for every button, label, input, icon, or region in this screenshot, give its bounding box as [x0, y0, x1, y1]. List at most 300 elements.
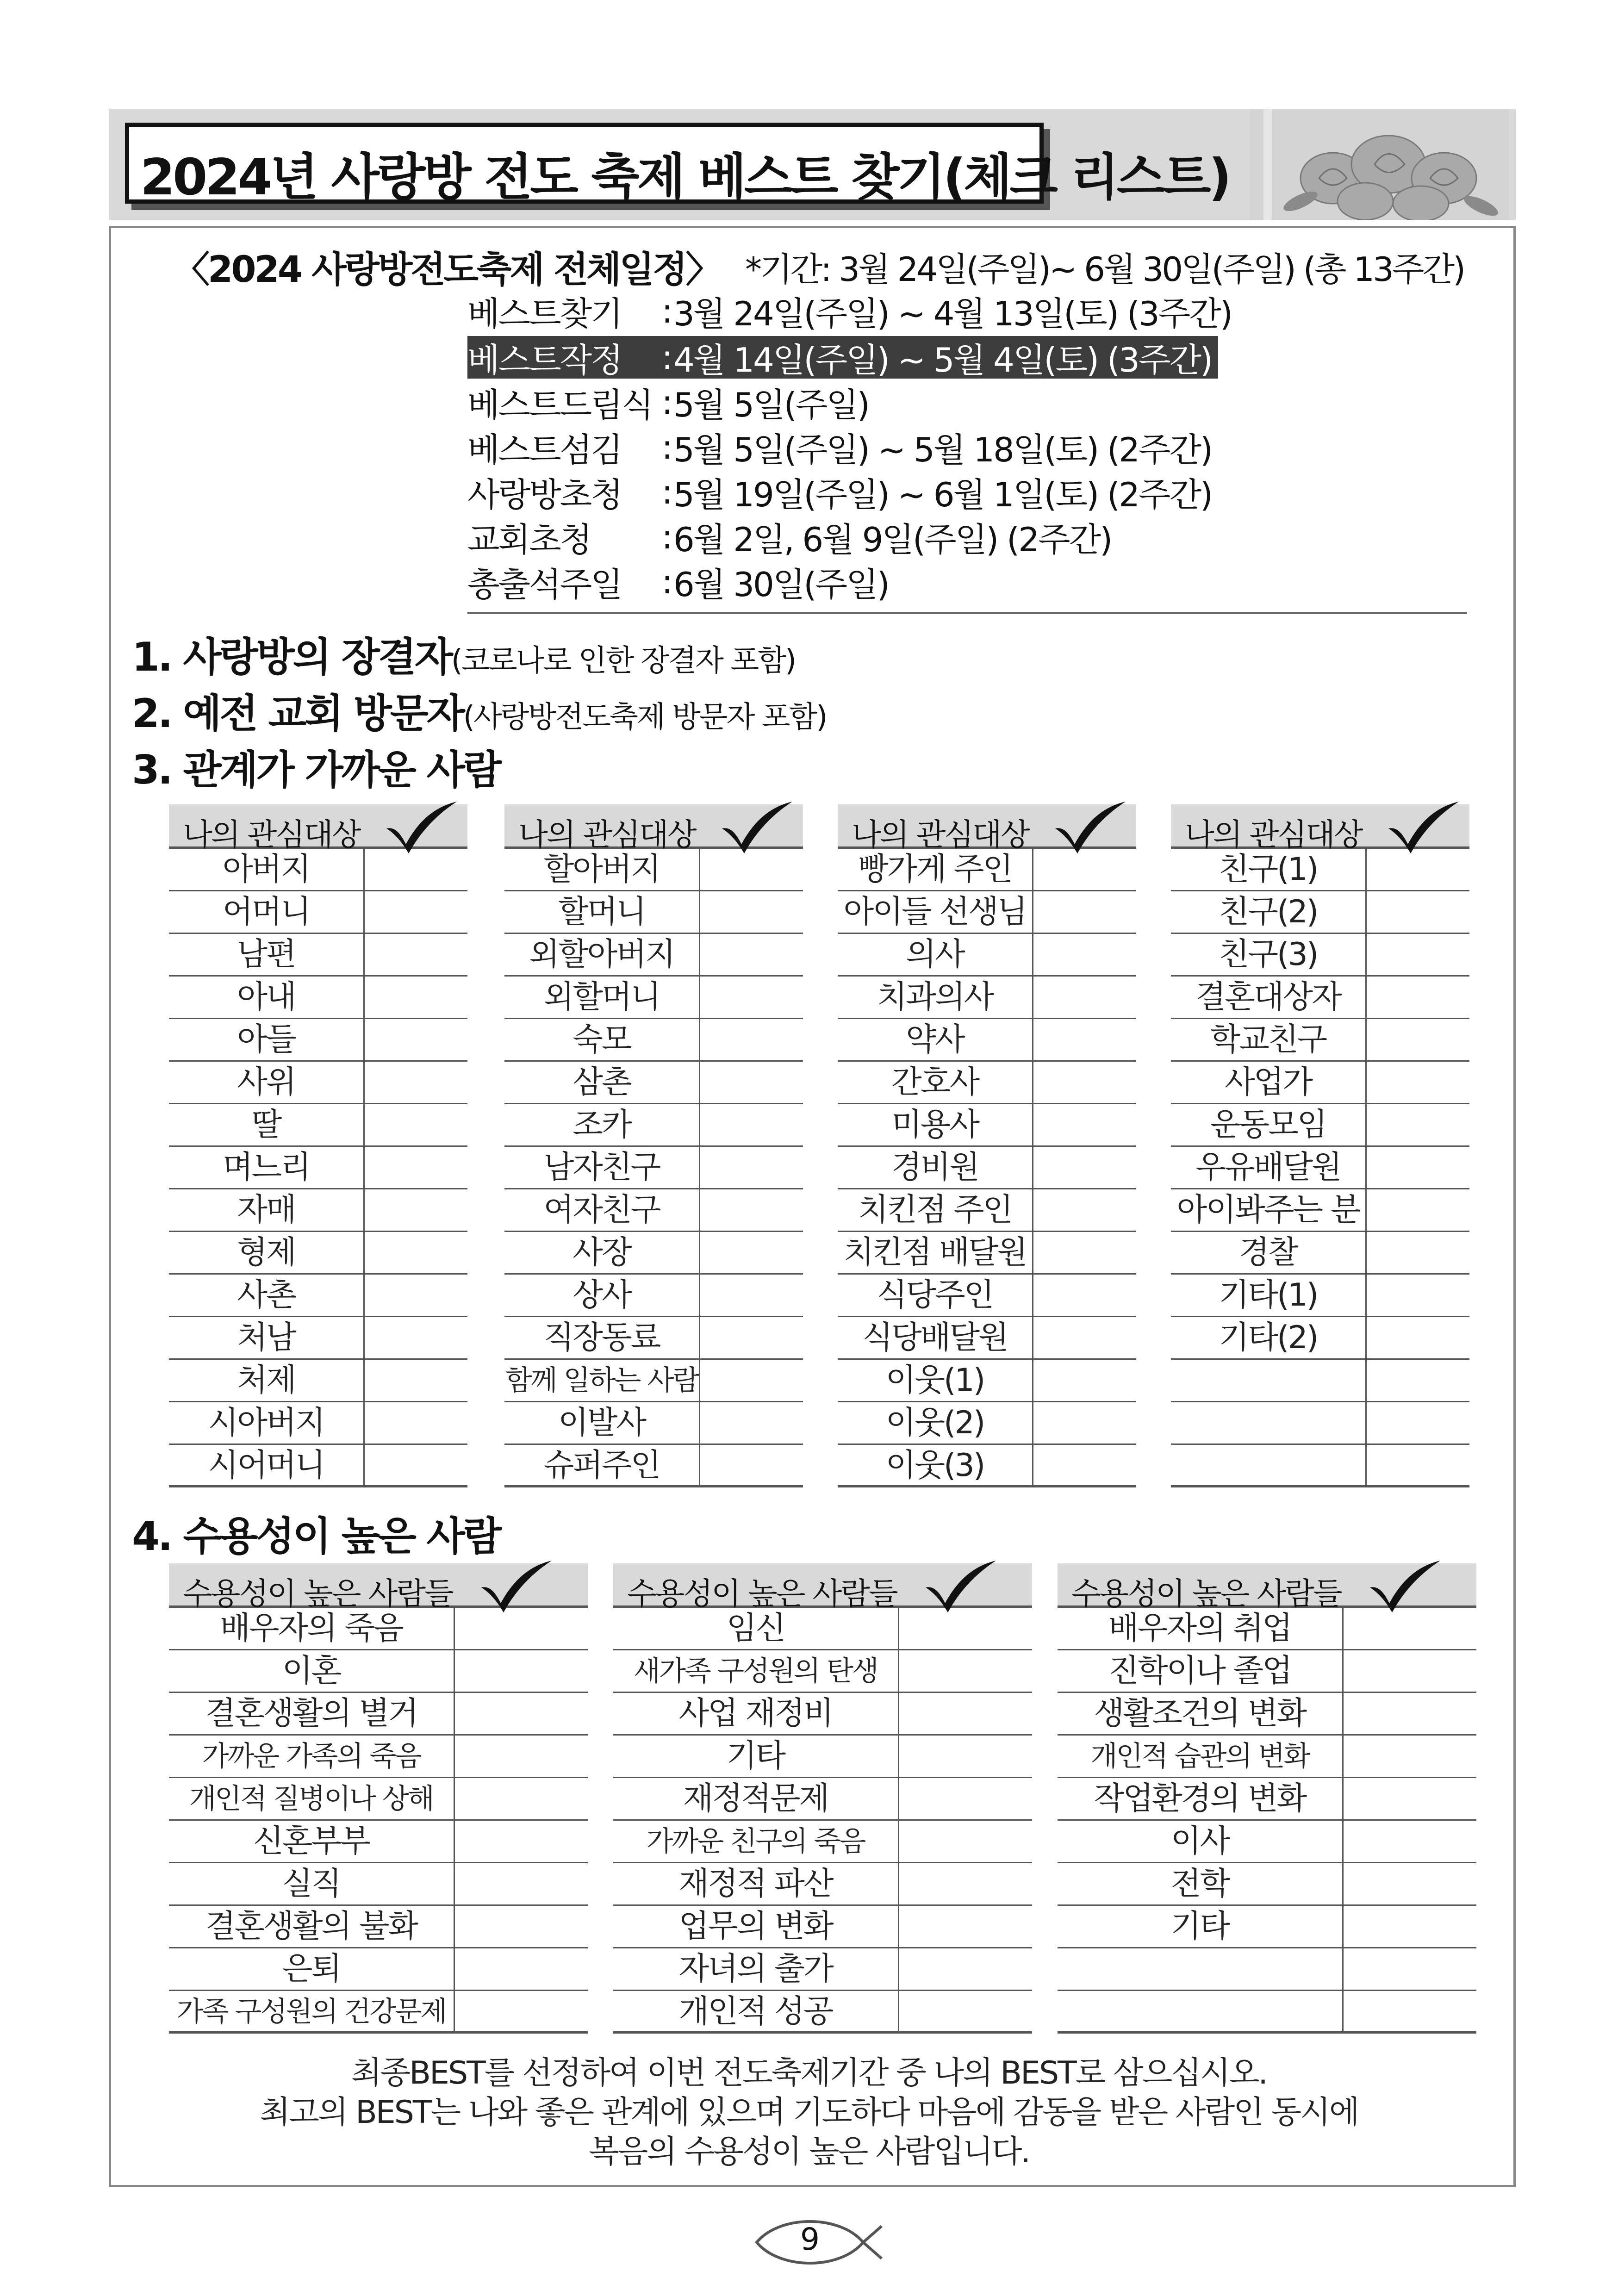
- check-cell[interactable]: [1033, 1019, 1136, 1060]
- check-cell[interactable]: [700, 1232, 803, 1273]
- schedule-value: 4월 14일(주일) ~ 5월 4일(토) (3주간): [673, 341, 1212, 380]
- table-row: [1171, 1147, 1469, 1189]
- check-cell[interactable]: [899, 1778, 1032, 1819]
- table-row: [613, 1821, 1032, 1863]
- table-row: [169, 934, 467, 977]
- schedule-value: 6월 30일(주일): [673, 565, 889, 604]
- table-cell-label: 직장동료: [543, 1319, 660, 1356]
- footer-line-1: 최종BEST를 선정하여 이번 전도축제기간 중 나의 BEST로 삼으십시오.: [351, 2055, 1267, 2091]
- table-cell-label: 할아버지: [543, 851, 660, 888]
- check-cell[interactable]: [1033, 1360, 1136, 1401]
- check-cell[interactable]: [1344, 1650, 1476, 1692]
- page-number: 9: [800, 2221, 820, 2257]
- table-cell-label: 의사: [906, 936, 964, 973]
- table-header-label: 나의 관심대상: [852, 817, 1029, 852]
- schedule-label: 베스트섬김: [467, 430, 622, 469]
- table-cell-label: [1171, 1402, 1365, 1443]
- table-row: [1171, 1104, 1469, 1147]
- check-cell[interactable]: [700, 1189, 803, 1231]
- table-cell-label: 처제: [237, 1362, 295, 1399]
- check-cell[interactable]: [1033, 1062, 1136, 1103]
- check-cell[interactable]: [365, 891, 467, 933]
- table-cell-label: 작업환경의 변화: [1094, 1780, 1306, 1817]
- table-cell-label: 슈퍼주인: [543, 1447, 660, 1484]
- table-cell-label: 사촌: [237, 1277, 295, 1313]
- table-cell-label: 며느리: [222, 1149, 310, 1186]
- check-cell[interactable]: [1344, 1948, 1476, 1990]
- table-row: [1171, 1402, 1469, 1445]
- table-header-label: 수용성이 높은 사람들: [1071, 1576, 1341, 1612]
- check-cell[interactable]: [455, 1821, 588, 1862]
- check-cell[interactable]: [1344, 1863, 1476, 1904]
- checkmark-icon: [382, 800, 461, 855]
- schedule-colon: :: [661, 383, 672, 422]
- check-cell[interactable]: [700, 1147, 803, 1188]
- table-cell-label: 치킨점 주인: [858, 1192, 1012, 1228]
- check-cell[interactable]: [1033, 1147, 1136, 1188]
- table-cell-label: 식당주인: [877, 1277, 993, 1313]
- table-cell-label: 사위: [237, 1064, 295, 1101]
- table-cell-label: 이웃(3): [885, 1447, 984, 1484]
- check-cell[interactable]: [1367, 849, 1469, 890]
- table-row: [1171, 1189, 1469, 1232]
- schedule-row: [467, 471, 1212, 513]
- table-row: [169, 1906, 588, 1948]
- check-cell[interactable]: [1367, 1062, 1469, 1103]
- check-cell[interactable]: [1367, 1275, 1469, 1316]
- check-cell[interactable]: [365, 1189, 467, 1231]
- table-row: [504, 1232, 803, 1275]
- table-row: [838, 977, 1136, 1019]
- check-cell[interactable]: [1344, 1608, 1476, 1649]
- schedule-colon: :: [661, 473, 672, 511]
- check-cell[interactable]: [1344, 1906, 1476, 1947]
- table-row: [1058, 1821, 1476, 1863]
- check-cell[interactable]: [365, 1104, 467, 1145]
- table-cell-label: 조카: [573, 1107, 631, 1143]
- table-row: [169, 1402, 467, 1445]
- table-row: [169, 1778, 588, 1821]
- section-3-title: 3. 관계가 가까운 사람: [132, 747, 500, 793]
- table-cell-label: 가까운 친구의 죽음: [646, 1825, 865, 1858]
- check-cell[interactable]: [700, 1062, 803, 1103]
- table-row: [838, 1147, 1136, 1189]
- table-cell-label: 전학: [1170, 1866, 1229, 1902]
- table-cell-label: 재정적 파산: [678, 1866, 833, 1902]
- check-cell[interactable]: [899, 1693, 1032, 1734]
- table-row: [504, 934, 803, 977]
- table-cell-label: [1058, 1991, 1342, 2032]
- check-cell[interactable]: [1367, 1189, 1469, 1231]
- table-row: [504, 977, 803, 1019]
- check-cell[interactable]: [1033, 849, 1136, 890]
- table-header: [838, 804, 1136, 852]
- table-cell-label: 상사: [573, 1277, 631, 1313]
- table-cell-label: 이웃(1): [885, 1362, 984, 1399]
- check-cell[interactable]: [1367, 1147, 1469, 1188]
- check-cell[interactable]: [899, 1948, 1032, 1990]
- table-cell-label: 학교친구: [1210, 1021, 1326, 1058]
- table-cell-label: 빵가게 주인: [858, 851, 1012, 888]
- table-row: [838, 1189, 1136, 1232]
- checkmark-icon: [717, 800, 796, 855]
- table-cell-label: 임신: [726, 1610, 785, 1647]
- check-cell[interactable]: [455, 1863, 588, 1904]
- table-cell-label: 식당배달원: [862, 1319, 1008, 1356]
- schedule-label: 총출석주일: [467, 565, 622, 604]
- table-header: [169, 1563, 588, 1612]
- section-3-heading: [132, 738, 500, 795]
- table-cell-label: 기타: [726, 1738, 785, 1774]
- schedule-row: [467, 381, 869, 423]
- table-cell-label: 새가족 구성원의 탄생: [634, 1655, 877, 1687]
- table-cell-label: 우유배달원: [1195, 1149, 1341, 1186]
- check-cell[interactable]: [1367, 934, 1469, 975]
- table-cell-label: 아이들 선생님: [843, 894, 1027, 930]
- table-row: [504, 1147, 803, 1189]
- check-cell[interactable]: [899, 1991, 1032, 2032]
- check-cell[interactable]: [700, 1104, 803, 1145]
- table-cell-label: 사장: [573, 1234, 631, 1271]
- table-row: [169, 1736, 588, 1778]
- table-cell-label: 아내: [237, 979, 295, 1015]
- check-cell[interactable]: [365, 1360, 467, 1401]
- check-cell[interactable]: [700, 1019, 803, 1060]
- table-cell-label: 사업가: [1224, 1064, 1312, 1101]
- table-cell-label: [1171, 1360, 1365, 1400]
- table-row: [169, 977, 467, 1019]
- table-cell-label: 치과의사: [877, 979, 993, 1015]
- table-cell-label: 간호사: [891, 1064, 979, 1101]
- table-row: [169, 1693, 588, 1736]
- schedule-label: 교회초청: [467, 520, 591, 559]
- column-divider: [898, 1608, 899, 2034]
- schedule-value: 5월 19일(주일) ~ 6월 1일(토) (2주간): [673, 475, 1212, 514]
- table-cell-label: 신혼부부: [253, 1823, 369, 1860]
- table-row: [838, 1019, 1136, 1062]
- schedule-colon: :: [661, 517, 672, 556]
- checkmark-icon: [1384, 800, 1462, 855]
- table-row: [613, 1906, 1032, 1948]
- table-cell-label: 아이봐주는 분: [1176, 1192, 1360, 1228]
- table-row: [169, 1948, 588, 1991]
- schedule-heading: 〈2024 사랑방전도축제 전체일정〉: [174, 249, 720, 291]
- check-cell[interactable]: [1033, 1275, 1136, 1316]
- check-cell[interactable]: [899, 1650, 1032, 1692]
- check-cell[interactable]: [899, 1608, 1032, 1649]
- check-cell[interactable]: [1033, 1317, 1136, 1358]
- column-divider: [1365, 849, 1367, 1487]
- check-cell[interactable]: [700, 1402, 803, 1444]
- table-cell-label: 재정적문제: [683, 1780, 828, 1817]
- check-cell[interactable]: [899, 1906, 1032, 1947]
- footer-line-3: 복음의 수용성이 높은 사람입니다.: [588, 2134, 1030, 2170]
- check-cell[interactable]: [365, 1147, 467, 1188]
- table-row: [169, 1147, 467, 1189]
- table-header: [1171, 804, 1469, 852]
- table-row: [1058, 1650, 1476, 1693]
- table-cell-label: 진학이나 졸업: [1108, 1653, 1291, 1689]
- table-row: [838, 849, 1136, 891]
- table-row: [1171, 849, 1469, 891]
- check-cell[interactable]: [365, 1317, 467, 1358]
- table-cell-label: 아버지: [222, 851, 310, 888]
- check-cell[interactable]: [1033, 934, 1136, 975]
- table-cell-label: 여자친구: [543, 1192, 660, 1228]
- table-cell-label: 치킨점 배달원: [843, 1234, 1027, 1271]
- table-row: [838, 1104, 1136, 1147]
- table-row: [504, 1402, 803, 1445]
- check-cell[interactable]: [1033, 1189, 1136, 1231]
- check-cell[interactable]: [365, 1275, 467, 1316]
- check-cell[interactable]: [1033, 977, 1136, 1018]
- schedule-row: [467, 290, 1232, 332]
- table-header: [613, 1563, 1032, 1612]
- table-cell-label: 할머니: [558, 894, 646, 930]
- check-cell[interactable]: [455, 1948, 588, 1990]
- table-row: [169, 1360, 467, 1402]
- schedule-divider: [467, 612, 1467, 614]
- check-cell[interactable]: [455, 1991, 588, 2032]
- table-row: [1058, 1693, 1476, 1736]
- check-cell[interactable]: [365, 934, 467, 975]
- schedule-colon: :: [661, 428, 672, 467]
- table-cell-label: 이발사: [558, 1405, 646, 1441]
- table-cell-label: 약사: [906, 1021, 964, 1058]
- table-row: [169, 1062, 467, 1104]
- check-cell[interactable]: [365, 1402, 467, 1444]
- table-cell-label: 실직: [282, 1866, 341, 1902]
- schedule-value: 5월 5일(주일) ~ 5월 18일(토) (2주간): [673, 430, 1212, 469]
- table-cell-label: 시아버지: [208, 1405, 324, 1441]
- check-cell[interactable]: [700, 1360, 803, 1401]
- check-cell[interactable]: [365, 1062, 467, 1103]
- schedule-colon: :: [661, 338, 672, 377]
- table-header-label: 나의 관심대상: [183, 817, 360, 852]
- table-cell-label: 친구(1): [1219, 851, 1318, 888]
- table-row: [169, 1019, 467, 1062]
- footer-line-2: 최고의 BEST는 나와 좋은 관계에 있으며 기도하다 마음에 감동을 받은 사람인 동시에: [260, 2094, 1358, 2131]
- table-row: [1171, 891, 1469, 934]
- schedule-row: [467, 516, 1111, 558]
- table-cell-label: 미용사: [891, 1107, 979, 1143]
- table-header-label: 나의 관심대상: [518, 817, 696, 852]
- table-cell-label: 처남: [237, 1319, 295, 1356]
- check-cell[interactable]: [455, 1736, 588, 1777]
- check-cell[interactable]: [365, 1232, 467, 1273]
- table-row: [169, 1189, 467, 1232]
- table-row: [1171, 1019, 1469, 1062]
- check-cell[interactable]: [1367, 1104, 1469, 1145]
- schedule-row: [467, 426, 1212, 468]
- table-cell-label: 남편: [237, 936, 295, 973]
- table-header: [504, 804, 803, 852]
- check-cell[interactable]: [1367, 977, 1469, 1018]
- schedule-label: 베스트찾기: [467, 294, 622, 333]
- table-row: [1171, 1275, 1469, 1317]
- title-box: [125, 123, 1229, 206]
- check-cell[interactable]: [1344, 1736, 1476, 1777]
- page-title: 2024년 사랑방 전도 축제 베스트 찾기(체크 리스트): [140, 149, 1229, 206]
- schedule-label: 사랑방초청: [467, 475, 622, 514]
- check-cell[interactable]: [455, 1693, 588, 1734]
- table-row: [838, 934, 1136, 977]
- table-row: [613, 1650, 1032, 1693]
- check-cell[interactable]: [1367, 1232, 1469, 1273]
- table-cell-label: 어머니: [222, 894, 310, 930]
- table-cell-label: 이웃(2): [885, 1405, 984, 1441]
- check-cell[interactable]: [1033, 1104, 1136, 1145]
- table-row: [504, 1275, 803, 1317]
- table-row: [504, 1189, 803, 1232]
- schedule-value: 5월 5일(주일): [673, 386, 869, 424]
- table-row: [1058, 1906, 1476, 1948]
- table-row: [1058, 1608, 1476, 1650]
- check-cell[interactable]: [1367, 1019, 1469, 1060]
- table-cell-label: 기타(2): [1219, 1319, 1318, 1356]
- check-cell[interactable]: [1344, 1778, 1476, 1819]
- table-row: [1058, 1948, 1476, 1991]
- checkmark-icon: [477, 1559, 555, 1614]
- table-row: [169, 1608, 588, 1650]
- section-2-title: 2. 예전 교회 방문자: [132, 691, 463, 737]
- table-row: [504, 1317, 803, 1360]
- check-cell[interactable]: [365, 849, 467, 890]
- table-cell-label: 삼촌: [573, 1064, 631, 1101]
- section-1-note: (코로나로 인한 장결자 포함): [451, 644, 795, 678]
- column-divider: [1342, 1608, 1344, 2034]
- table-row: [504, 1445, 803, 1487]
- check-cell[interactable]: [365, 977, 467, 1018]
- table-row: [613, 1693, 1032, 1736]
- table-cell-label: 자매: [237, 1192, 295, 1228]
- table-row: [169, 1104, 467, 1147]
- table-header-label: 수용성이 높은 사람들: [627, 1576, 897, 1612]
- table-row: [169, 849, 467, 891]
- check-cell[interactable]: [365, 1445, 467, 1486]
- check-cell[interactable]: [1033, 891, 1136, 933]
- table-cell-label: 이사: [1170, 1823, 1229, 1860]
- table-row: [1058, 1736, 1476, 1778]
- table-row: [169, 1232, 467, 1275]
- table-row: [169, 1317, 467, 1360]
- schedule-period: *기간: 3월 24일(주일)~ 6월 30일(주일) (총 13주간): [745, 250, 1464, 289]
- table-cell-label: 자녀의 출가: [678, 1951, 833, 1987]
- table-cell-label: 운동모임: [1210, 1107, 1326, 1143]
- table-cell-label: 은퇴: [282, 1951, 341, 1987]
- table-row: [504, 1104, 803, 1147]
- check-cell[interactable]: [700, 891, 803, 933]
- check-cell[interactable]: [700, 849, 803, 890]
- table-cell-label: 기타(1): [1219, 1277, 1318, 1313]
- table-row: [504, 1360, 803, 1402]
- schedule-value: 3월 24일(주일) ~ 4월 13일(토) (3주간): [673, 294, 1232, 333]
- check-cell[interactable]: [700, 977, 803, 1018]
- table-row: [613, 1778, 1032, 1821]
- check-cell[interactable]: [1033, 1232, 1136, 1273]
- table-cell-label: 개인적 질병이나 상해: [189, 1783, 433, 1815]
- column-divider: [1032, 849, 1033, 1487]
- table-cell-label: 가까운 가족의 죽음: [202, 1740, 421, 1773]
- table-cell-label: [1058, 1948, 1342, 1989]
- table-row: [613, 1608, 1032, 1650]
- table-row: [838, 891, 1136, 934]
- check-cell[interactable]: [1033, 1445, 1136, 1486]
- check-cell[interactable]: [1367, 891, 1469, 933]
- table-row: [1171, 1062, 1469, 1104]
- table-cell-label: 결혼생활의 불화: [205, 1908, 417, 1945]
- check-cell[interactable]: [1367, 1360, 1469, 1401]
- table-cell-label: 업무의 변화: [678, 1908, 833, 1945]
- table-row: [169, 891, 467, 934]
- table-cell-label: 경찰: [1239, 1234, 1297, 1271]
- table-row: [504, 891, 803, 934]
- table-cell-label: 형제: [237, 1234, 295, 1271]
- check-cell[interactable]: [455, 1650, 588, 1692]
- table-cell-label: 딸: [251, 1107, 281, 1143]
- table-row: [613, 1991, 1032, 2034]
- check-cell[interactable]: [899, 1863, 1032, 1904]
- table-row: [169, 1650, 588, 1693]
- check-cell[interactable]: [700, 934, 803, 975]
- table-row: [838, 1402, 1136, 1445]
- check-cell[interactable]: [700, 1317, 803, 1358]
- check-cell[interactable]: [700, 1445, 803, 1486]
- table-cell-label: 아들: [237, 1021, 295, 1058]
- table-row: [169, 1991, 588, 2034]
- check-cell[interactable]: [899, 1736, 1032, 1777]
- check-cell[interactable]: [700, 1275, 803, 1316]
- table-cell-label: 숙모: [573, 1021, 631, 1058]
- table-cell-label: 친구(2): [1219, 894, 1318, 930]
- table-header-label: 수용성이 높은 사람들: [183, 1576, 453, 1612]
- check-cell[interactable]: [1367, 1445, 1469, 1486]
- check-cell[interactable]: [455, 1778, 588, 1819]
- check-cell[interactable]: [899, 1821, 1032, 1862]
- schedule-label: 베스트작정: [467, 341, 622, 380]
- table-cell-label: 이혼: [282, 1653, 341, 1689]
- table-cell-label: 생활조건의 변화: [1094, 1695, 1306, 1732]
- check-cell[interactable]: [1344, 1991, 1476, 2032]
- table-row: [838, 1360, 1136, 1402]
- table-cell-label: 개인적 습관의 변화: [1090, 1740, 1309, 1773]
- check-cell[interactable]: [455, 1906, 588, 1947]
- table-row: [1058, 1778, 1476, 1821]
- check-cell[interactable]: [1367, 1402, 1469, 1444]
- column-divider: [454, 1608, 455, 2034]
- check-cell[interactable]: [1344, 1693, 1476, 1734]
- table-cell-label: 친구(3): [1219, 936, 1318, 973]
- check-cell[interactable]: [365, 1019, 467, 1060]
- table-row: [838, 1317, 1136, 1360]
- check-cell[interactable]: [455, 1608, 588, 1649]
- schedule-label: 베스트드림식: [467, 386, 653, 424]
- section-4-heading: [132, 1504, 500, 1562]
- schedule-colon: :: [661, 292, 672, 330]
- schedule-value: 6월 2일, 6월 9일(주일) (2주간): [673, 520, 1112, 559]
- table-header-label: 나의 관심대상: [1185, 817, 1362, 852]
- table-row: [1058, 1991, 1476, 2034]
- check-cell[interactable]: [1344, 1821, 1476, 1862]
- section-1-heading: [132, 625, 795, 682]
- table-row: [169, 1821, 588, 1863]
- table-row: [1171, 1360, 1469, 1402]
- check-cell[interactable]: [1033, 1402, 1136, 1444]
- check-cell[interactable]: [1367, 1317, 1469, 1358]
- table-cell-label: 기타: [1170, 1908, 1229, 1945]
- table-row: [504, 849, 803, 891]
- table-row: [1171, 1232, 1469, 1275]
